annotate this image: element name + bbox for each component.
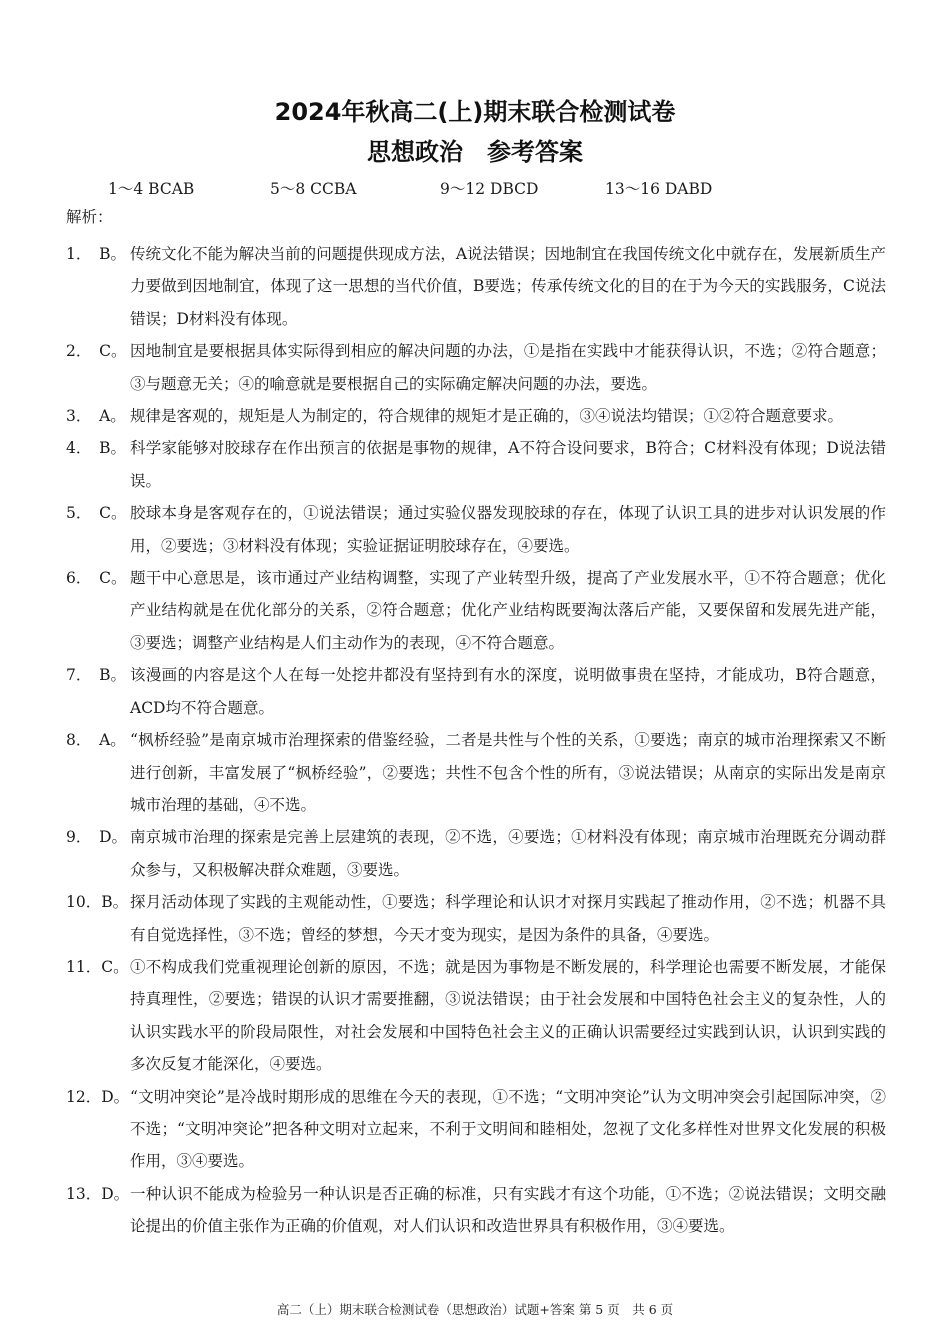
page-title: 2024年秋高二(上)期末联合检测试卷 <box>274 98 676 126</box>
answer-text: 题干中心意思是，该市通过产业结构调整，实现了产业转型升级，提高了产业发展水平，①不符合题意；优化产业结构就是在优化部分的关系，②符合题意；优化产业结构既要淘汰落后产能，又要保留和发展先进产能，③要选；调整产业结构是人们主动作为的表现，④不符合题意。 <box>130 569 886 652</box>
answer-explanations <box>66 238 886 1243</box>
answer-item <box>66 400 886 432</box>
answer-number: 5． C。 <box>66 504 127 523</box>
answer-text: 探月活动体现了实践的主观能动性，①要选；科学理论和认识才对探月实践起了推动作用，②不选；机器不具有自觉选择性，③不选；曾经的梦想，今天才变为现实，是因为条件的具备，④要选。 <box>130 893 886 944</box>
answer-key-group: 9～12 DBCD <box>440 180 539 198</box>
answer-text: 传统文化不能为解决当前的问题提供现成方法，A说法错误；因地制宜在我国传统文化中就存在，发展新质生产力要做到因地制宜，体现了这一思想的当代价值，B要选；传承传统文化的目的在于为今天的实践服务，C说法错误；D材料没有体现。 <box>130 245 886 328</box>
answer-number: 2． C。 <box>66 342 127 361</box>
answer-text: 该漫画的内容是这个人在每一处挖井都没有坚持到有水的深度，说明做事贵在坚持，才能成功，B符合题意，ACD均不符合题意。 <box>130 666 886 717</box>
answer-key-group: 13～16 DABD <box>605 180 713 198</box>
answer-item <box>66 724 886 821</box>
answer-item <box>66 432 886 497</box>
answer-text: 规律是客观的，规矩是人为制定的，符合规律的规矩才是正确的，③④说法均错误；①②符合题意要求。 <box>130 407 844 426</box>
answer-number: 7． B。 <box>66 666 127 685</box>
answer-text: “文明冲突论”是冷战时期形成的思维在今天的表现，①不选；“文明冲突论”认为文明冲突会引起国际冲突，②不选；“文明冲突论”把各种文明对立起来，不利于文明间和睦相处，忽视了文化多样性对世界文化发展的积极作用，③④要选。 <box>130 1087 886 1171</box>
answer-number: 10．B。 <box>66 893 129 912</box>
answer-text: 一种认识不能成为检验另一种认识是否正确的标准，只有实践才有这个功能，①不选；②说法错误；文明交融论提出的价值主张作为正确的价值观，对人们认识和改造世界具有积极作用，③④要选。 <box>130 1184 886 1236</box>
answer-number: 11．C。 <box>66 957 129 976</box>
answer-number: 3． A。 <box>66 407 126 426</box>
answer-item <box>66 562 886 659</box>
answer-item <box>66 821 886 886</box>
answer-text: “枫桥经验”是南京城市治理探索的借鉴经验，二者是共性与个性的关系，①要选；南京的城市治理探索又不断进行创新，丰富发展了“枫桥经验”，②要选；共性不包含个性的所有，③说法错误；从南京的实际出发是南京城市治理的基础，④不选。 <box>130 731 886 814</box>
answer-number: 1． B。 <box>66 245 127 263</box>
answer-item <box>66 1178 886 1243</box>
answer-text: 南京城市治理的探索是完善上层建筑的表现，②不选，④要选；①材料没有体现；南京城市治理既充分调动群众参与，又积极解决群众难题，③要选。 <box>130 828 886 879</box>
answer-item <box>66 238 886 335</box>
answer-item <box>66 1081 886 1178</box>
answer-number: 4． B。 <box>66 439 127 458</box>
answer-number: 9． D。 <box>66 828 128 847</box>
answer-text: 胶球本身是客观存在的，①说法错误；通过实验仪器发现胶球的存在，体现了认识工具的进步对认识发展的作用，②要选；③材料没有体现；实验证据证明胶球存在，④要选。 <box>130 504 886 555</box>
page-subtitle: 思想政治 参考答案 <box>367 138 583 166</box>
answer-text: 科学家能够对胶球存在作出预言的依据是事物的规律，A不符合设问要求，B符合；C材料没有体现；D说法错误。 <box>130 439 886 490</box>
answer-text: ①不构成我们党重视理论创新的原因，不选；就是因为事物是不断发展的，科学理论也需要不断发展，才能保持真理性，②要选；错误的认识才需要推翻，③说法错误；由于社会发展和中国特色社会主义的复杂性，人的认识实践水平的阶段局限性，对社会发展和中国特色社会主义的正确认识需要经过实践到认识，认识到实践的多次反复才能深化，④要选。 <box>130 957 886 1074</box>
answer-number: 8． A。 <box>66 731 126 750</box>
answer-item <box>66 335 886 400</box>
answer-number: 6． C。 <box>66 569 127 588</box>
answer-item <box>66 497 886 562</box>
answer-key-row <box>108 178 868 200</box>
answer-number: 13．D。 <box>66 1184 130 1203</box>
answer-number: 12．D。 <box>66 1087 130 1106</box>
answer-item <box>66 886 886 951</box>
answer-item <box>66 659 886 724</box>
answer-key-group: 5～8 CCBA <box>270 180 357 198</box>
answer-key-group: 1～4 BCAB <box>108 180 195 198</box>
answer-text: 因地制宜是要根据具体实际得到相应的解决问题的办法，①是指在实践中才能获得认识，不选；②符合题意；③与题意无关；④的喻意就是要根据自己的实际确定解决问题的办法，要选。 <box>130 342 886 393</box>
answer-item <box>66 951 886 1081</box>
page-footer: 高二（上）期末联合检测试卷（思想政治）试题+答案 第 5 页 共 6 页 <box>276 1302 674 1317</box>
analysis-label: 解析： <box>66 208 113 226</box>
